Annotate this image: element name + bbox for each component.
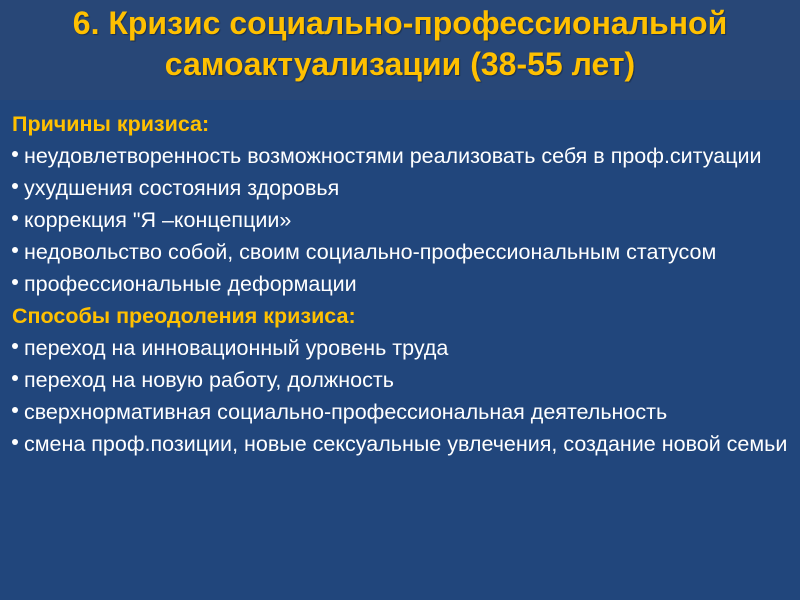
solution-item — [12, 428, 792, 460]
slide-content — [12, 108, 792, 460]
cause-item-text: коррекция "Я –концепции» — [24, 208, 292, 232]
solutions-heading: Способы преодоления кризиса: — [12, 304, 356, 328]
bullet-icon — [12, 332, 24, 364]
bullet-icon — [12, 364, 24, 396]
cause-item-text: профессиональные деформации — [24, 272, 357, 296]
bullet-icon — [12, 268, 24, 300]
cause-item — [12, 140, 792, 172]
slide-title — [0, 3, 800, 85]
solution-item — [12, 396, 792, 428]
cause-item — [12, 172, 792, 204]
bullet-icon — [12, 236, 24, 268]
solution-item — [12, 332, 792, 364]
solution-item-text: переход на инновационный уровень труда — [24, 336, 449, 360]
bullet-icon — [12, 172, 24, 204]
solution-item-text: переход на новую работу, должность — [24, 368, 394, 392]
solution-item-text: сверхнормативная социально-профессиональная деятельность — [24, 400, 668, 424]
title-line-2: самоактуализации (38-55 лет) — [164, 46, 636, 82]
bullet-icon — [12, 204, 24, 236]
cause-item — [12, 268, 792, 300]
causes-heading: Причины кризиса: — [12, 112, 210, 136]
solution-item — [12, 364, 792, 396]
cause-item-text: недовольство собой, своим социально-профессиональным статусом — [24, 240, 717, 264]
cause-item — [12, 236, 792, 268]
bullet-icon — [12, 428, 24, 460]
cause-item-text: ухудшения состояния здоровья — [24, 176, 340, 200]
cause-item-text: неудовлетворенность возможностями реализовать себя в проф.ситуации — [24, 144, 762, 168]
bullet-icon — [12, 140, 24, 172]
solution-item-text: смена проф.позиции, новые сексуальные увлечения, создание новой семьи — [24, 432, 788, 456]
bullet-icon — [12, 396, 24, 428]
title-line-1: 6. Кризис социально-профессиональной — [72, 5, 728, 41]
cause-item — [12, 204, 792, 236]
